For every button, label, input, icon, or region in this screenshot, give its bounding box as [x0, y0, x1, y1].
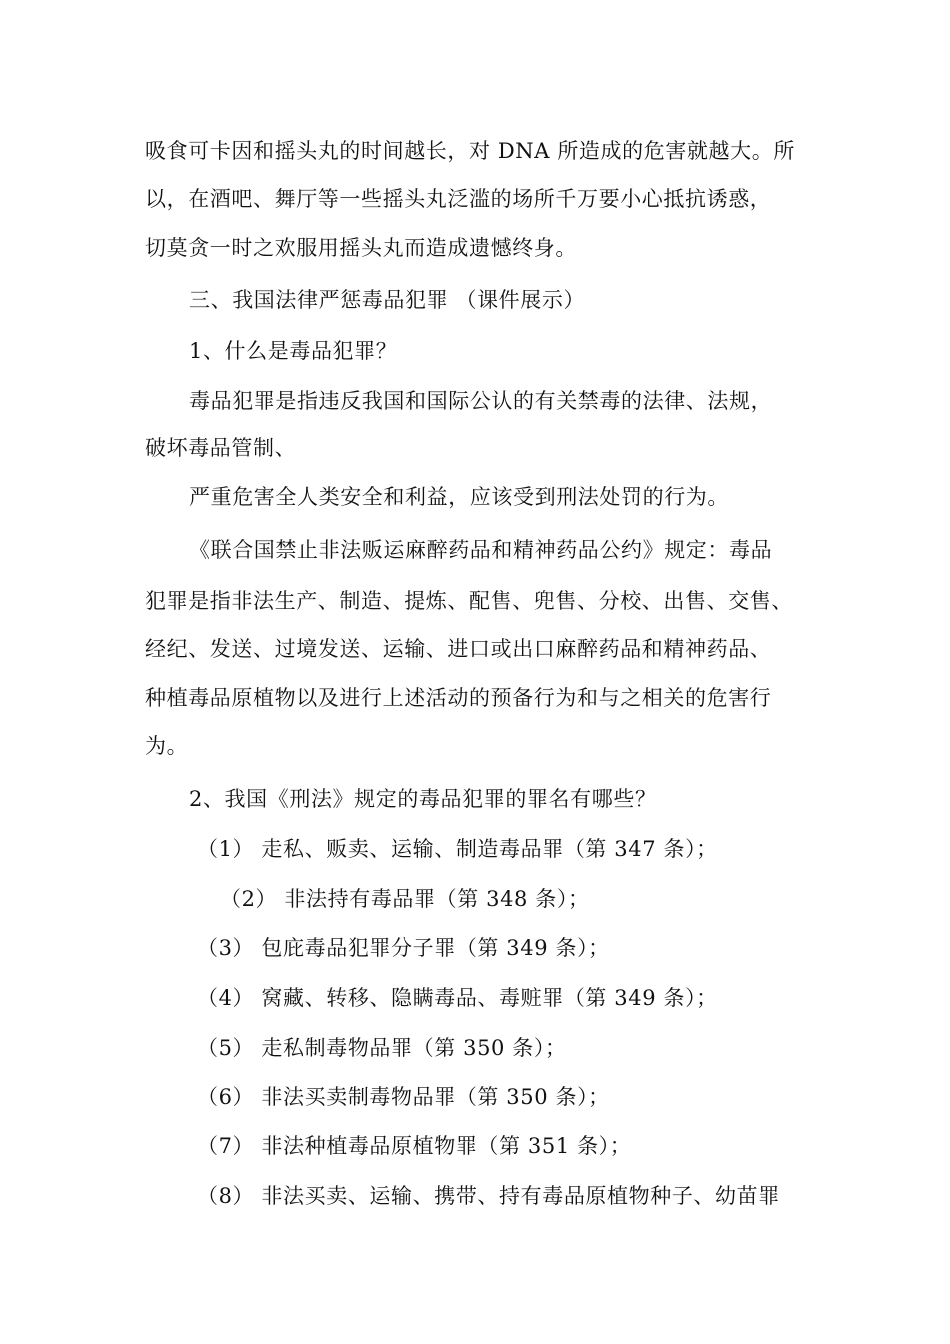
list-item: （7） 非法种植毒品原植物罪（第 351 条）； — [197, 1134, 632, 1158]
paragraph-line: 《联合国禁止非法贩运麻醉药品和精神药品公约》规定：毒品 — [189, 538, 773, 562]
paragraph-line: 为。 — [145, 734, 189, 758]
paragraph-line: 严重危害全人类安全和利益，应该受到刑法处罚的行为。 — [189, 485, 729, 509]
paragraph-line: 以，在酒吧、舞厅等一些摇头丸泛滥的场所千万要小心抵抗诱惑， — [145, 187, 772, 211]
paragraph-line: 经纪、发送、过境发送、运输、进口或出口麻醉药品和精神药品、 — [145, 637, 772, 661]
list-item: （8） 非法买卖、运输、携带、持有毒品原植物种子、幼苗罪 — [197, 1184, 780, 1208]
list-item: （1） 走私、贩卖、运输、制造毒品罪（第 347 条）； — [197, 837, 718, 861]
list-item: （6） 非法买卖制毒物品罪（第 350 条）； — [197, 1085, 610, 1109]
paragraph-line: 种植毒品原植物以及进行上述活动的预备行为和与之相关的危害行 — [145, 686, 772, 710]
list-item: （4） 窝藏、转移、隐瞒毒品、毒赃罪（第 349 条）； — [197, 986, 718, 1010]
list-item: （5） 走私制毒物品罪（第 350 条）； — [197, 1036, 567, 1060]
list-item: （3） 包庇毒品犯罪分子罪（第 349 条）； — [197, 936, 610, 960]
paragraph-line: 毒品犯罪是指违反我国和国际公认的有关禁毒的法律、法规， — [189, 389, 773, 413]
list-item: （2） 非法持有毒品罪（第 348 条）； — [220, 887, 590, 911]
paragraph-line: 犯罪是指非法生产、制造、提炼、配售、兜售、分校、出售、交售、 — [145, 589, 793, 613]
question-heading: 2、我国《刑法》规定的毒品犯罪的罪名有哪些？ — [189, 787, 657, 811]
section-heading: 三、我国法律严惩毒品犯罪 （课件展示） — [189, 288, 586, 312]
paragraph-line: 破坏毒品管制、 — [145, 436, 297, 460]
question-heading: 1、什么是毒品犯罪？ — [189, 339, 398, 363]
paragraph-line: 吸食可卡因和摇头丸的时间越长，对 DNA 所造成的危害就越大。所 — [145, 139, 795, 163]
paragraph-line: 切莫贪一时之欢服用摇头丸而造成遗憾终身。 — [145, 236, 577, 260]
